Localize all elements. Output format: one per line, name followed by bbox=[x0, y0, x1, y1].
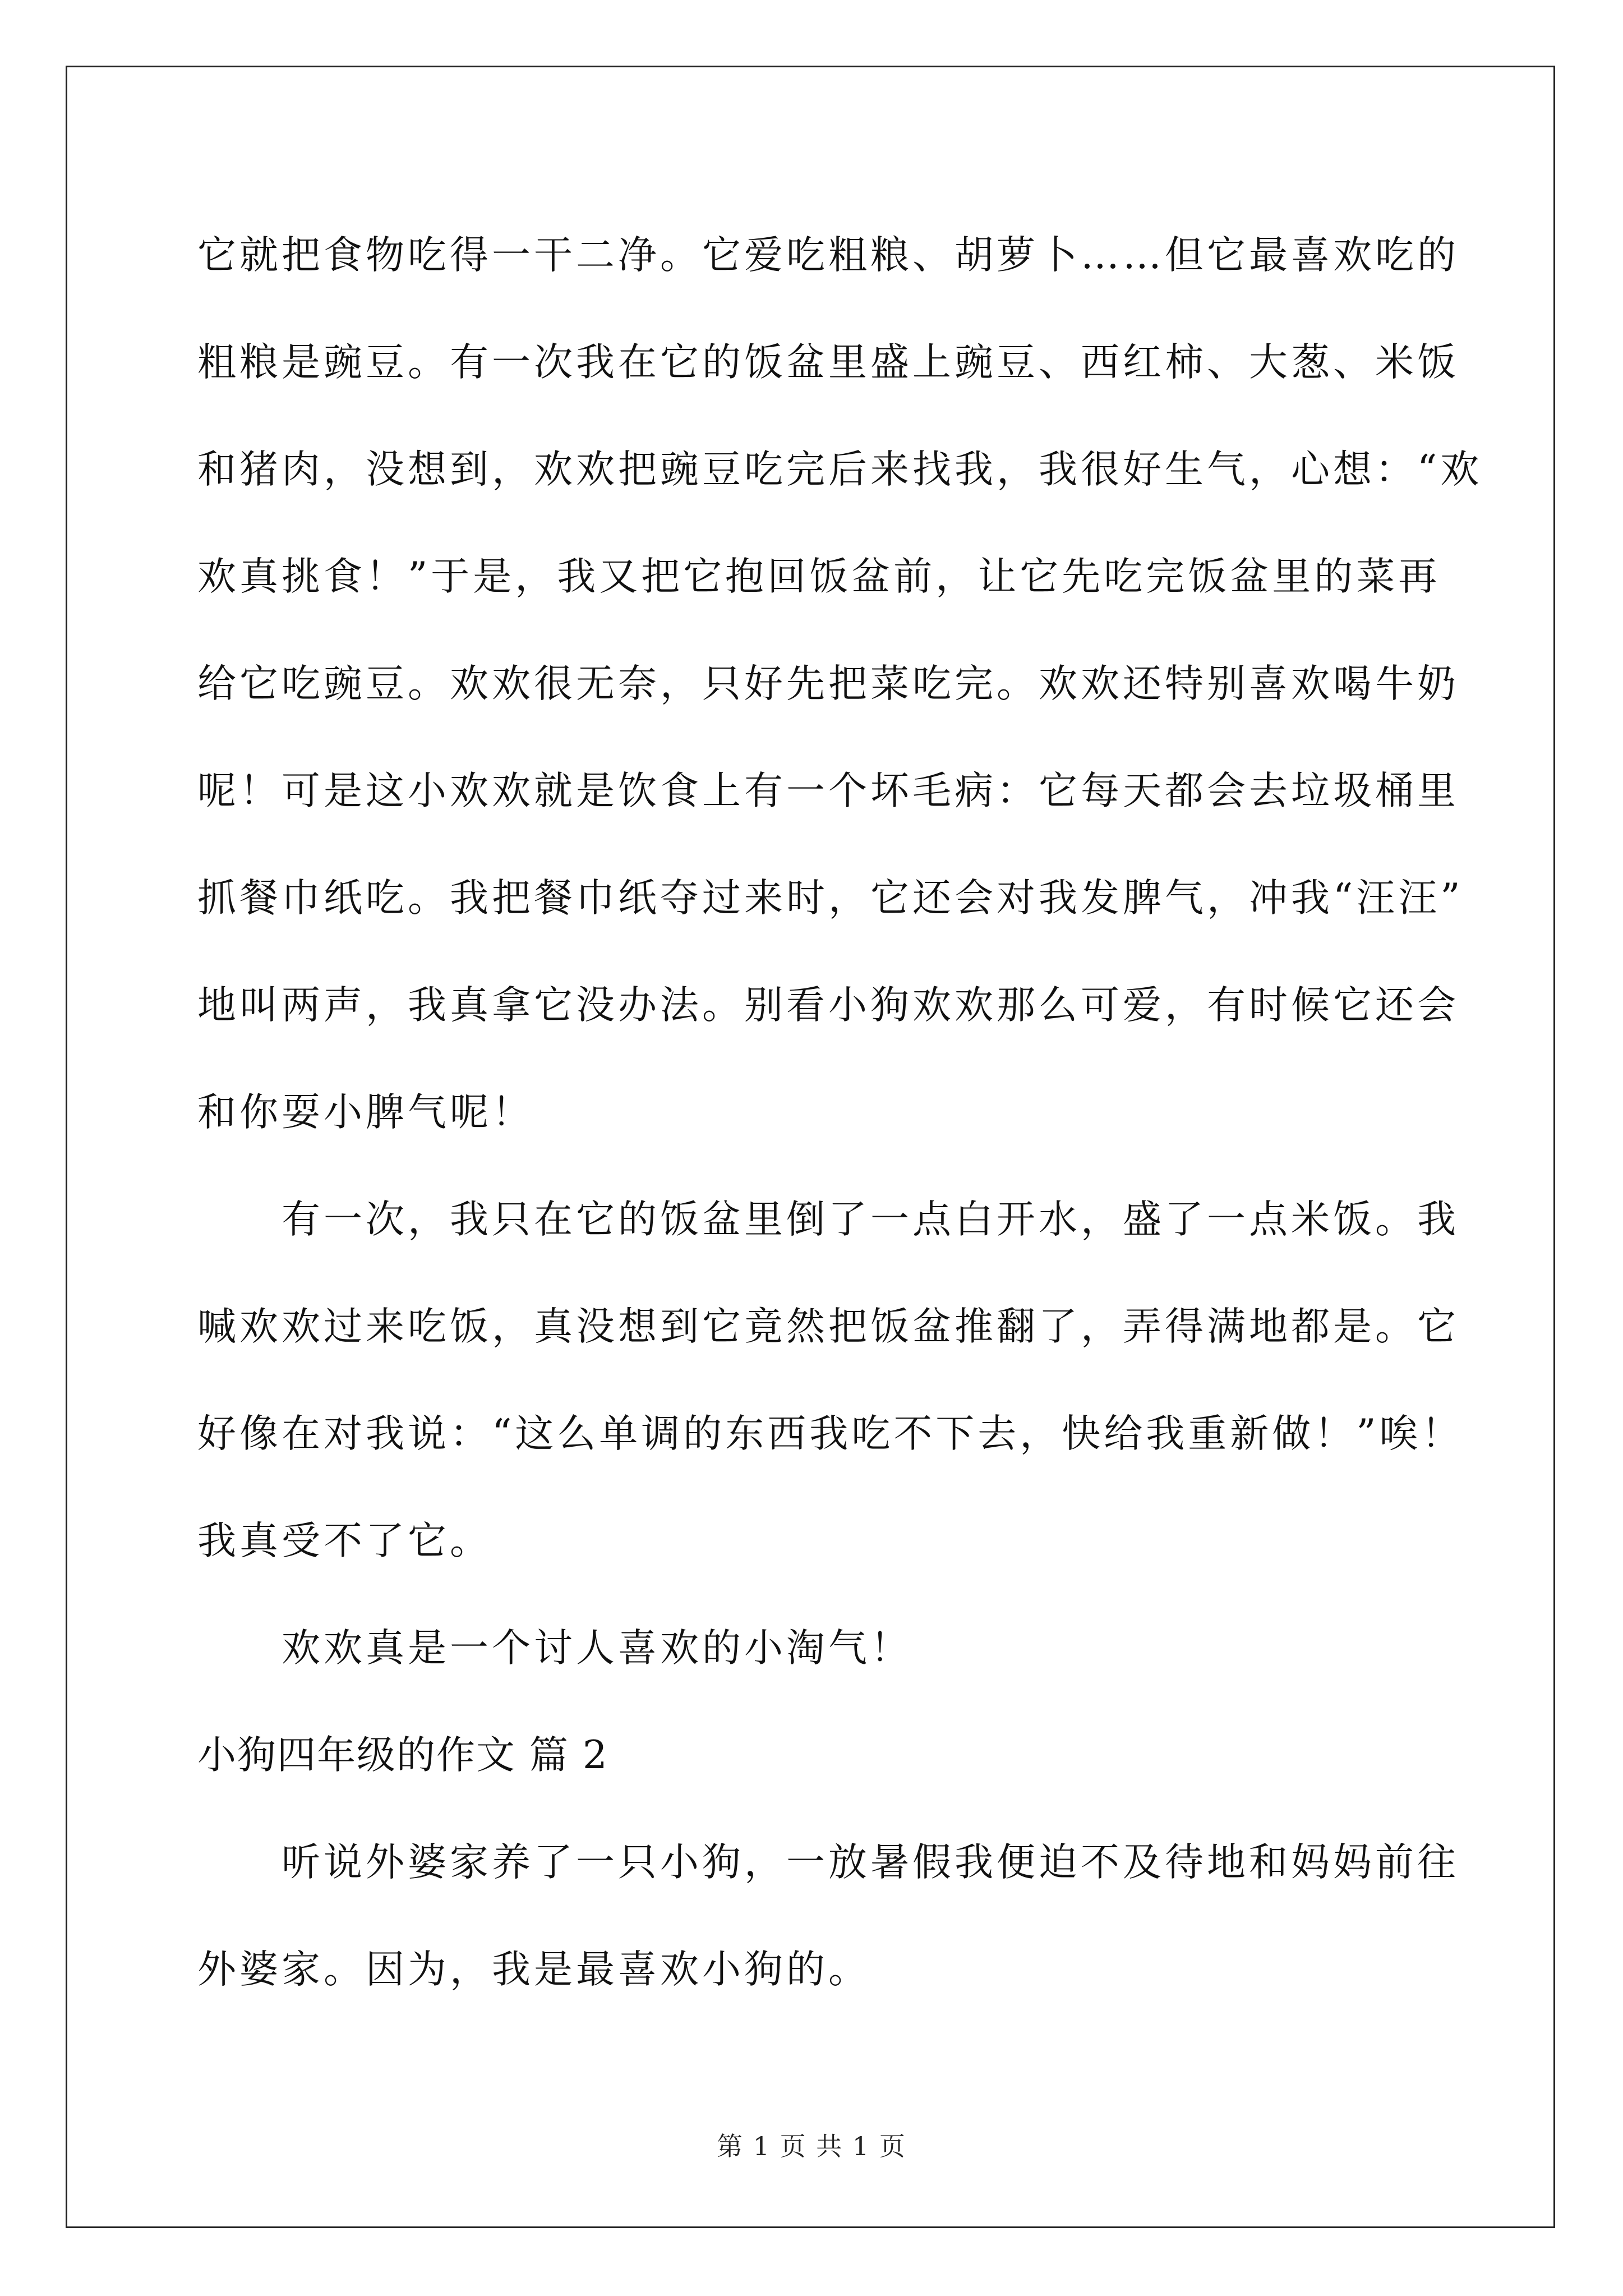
document-body bbox=[197, 202, 1483, 2023]
paragraph-line: 抓餐巾纸吃。我把餐巾纸夺过来时，它还会对我发脾气，冲我“汪汪” bbox=[197, 876, 1464, 921]
paragraph-line: 我真受不了它。 bbox=[197, 1519, 492, 1563]
section-heading: 小狗四年级的作文 篇 2 bbox=[197, 1733, 608, 1778]
paragraph-line: 好像在对我说：“这么单调的东西我吃不下去，快给我重新做！”唉！ bbox=[197, 1411, 1464, 1456]
paragraph-line: 和猪肉，没想到，欢欢把豌豆吃完后来找我，我很好生气，心想：“欢 bbox=[197, 447, 1483, 492]
paragraph-line: 地叫两声，我真拿它没办法。别看小狗欢欢那么可爱，有时候它还会 bbox=[197, 983, 1459, 1028]
paragraph-line: 听说外婆家养了一只小狗，一放暑假我便迫不及待地和妈妈前往 bbox=[282, 1840, 1459, 1885]
paragraph-line: 喊欢欢过来吃饭，真没想到它竟然把饭盆推翻了，弄得满地都是。它 bbox=[197, 1304, 1459, 1349]
paragraph-line: 外婆家。因为，我是最喜欢小狗的。 bbox=[197, 1947, 870, 1992]
paragraph-line: 呢！可是这小欢欢就是饮食上有一个坏毛病：它每天都会去垃圾桶里 bbox=[197, 769, 1459, 813]
page-footer: 第 1 页 共 1 页 bbox=[717, 2131, 906, 2161]
paragraph-line: 欢真挑食！”于是，我又把它抱回饭盆前，让它先吃完饭盆里的菜再 bbox=[197, 554, 1441, 599]
paragraph-line: 有一次，我只在它的饭盆里倒了一点白开水，盛了一点米饭。我 bbox=[282, 1197, 1459, 1242]
paragraph-line: 欢欢真是一个讨人喜欢的小淘气！ bbox=[282, 1626, 912, 1671]
paragraph-line: 它就把食物吃得一干二净。它爱吃粗粮、胡萝卜……但它最喜欢吃的 bbox=[197, 233, 1459, 278]
paragraph-line: 粗粮是豌豆。有一次我在它的饭盆里盛上豌豆、西红柿、大葱、米饭 bbox=[197, 340, 1459, 385]
paragraph-line: 给它吃豌豆。欢欢很无奈，只好先把菜吃完。欢欢还特别喜欢喝牛奶 bbox=[197, 661, 1459, 706]
paragraph-line: 和你耍小脾气呢！ bbox=[197, 1090, 534, 1135]
